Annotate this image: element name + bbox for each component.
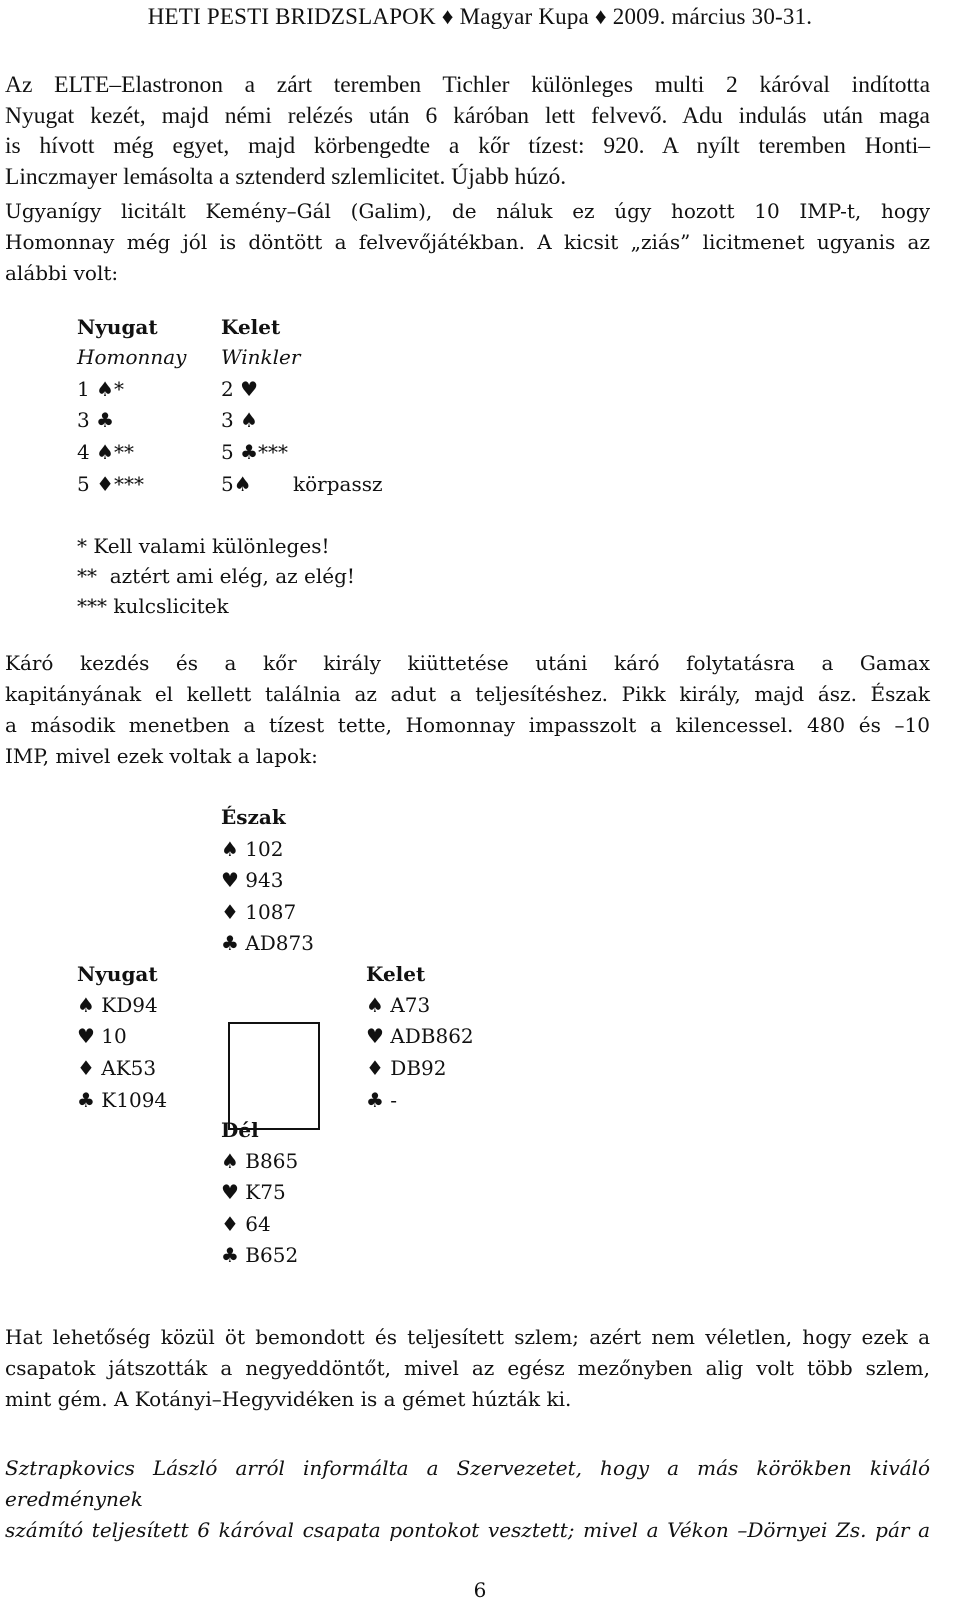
paragraph-intro <box>5 70 930 192</box>
text-line: Sztrapkovics László arról informálta a Szervezetet, hogy a más körökben kiváló eredménynek <box>5 1456 930 1511</box>
east-diamonds: ♦ DB92 <box>366 1056 447 1080</box>
bid-all-pass: körpassz <box>293 472 383 496</box>
west-hearts: ♥ 10 <box>77 1024 127 1048</box>
bid-west-4: 5 ♦*** <box>77 472 145 496</box>
paragraph-italic-note <box>5 1453 930 1546</box>
spade-icon: ♠ <box>77 993 95 1017</box>
spade-icon: ♠ <box>221 837 239 861</box>
bid-west-2: 3 ♣ <box>77 408 115 432</box>
bid-east-4: 5♠ <box>221 472 252 496</box>
spade-icon: ♠ <box>366 993 384 1017</box>
east-clubs: ♣ - <box>366 1088 398 1112</box>
table-box <box>228 1022 320 1130</box>
spade-icon: ♠ <box>221 1149 239 1173</box>
north-spades: ♠ 102 <box>221 837 284 861</box>
text-line: a második menetben a tízest tette, Homonnay impasszolt a kilencessel. 480 és –10 <box>5 713 930 737</box>
west-diamonds: ♦ AK53 <box>77 1056 157 1080</box>
text-line: Linczmayer lemásolta a sztenderd szlemlicitet. Újabb húzó. <box>5 163 567 190</box>
text-line: Homonnay még jól is döntött a felvevőjátékban. A kicsit „ziás” licitmenet ugyanis az <box>5 230 930 254</box>
bid-east-3: 5 ♣*** <box>221 440 289 464</box>
bidding-note: ** aztért ami elég, az elég! <box>77 564 355 588</box>
bid-west-1: 1 ♠* <box>77 377 125 401</box>
west-label: Nyugat <box>77 962 158 986</box>
club-icon: ♣ <box>366 1088 384 1112</box>
club-icon: ♣ <box>221 1243 239 1267</box>
bidding-west-player: Homonnay <box>77 345 187 369</box>
text-line: alábbi volt: <box>5 261 119 285</box>
east-spades: ♠ A73 <box>366 993 431 1017</box>
paragraph-intro-cont <box>5 196 930 289</box>
west-clubs: ♣ K1094 <box>77 1088 168 1112</box>
text-line: Káró kezdés és a kőr király kiüttetése utáni káró folytatásra a Gamax <box>5 651 930 675</box>
bidding-east-label: Kelet <box>221 315 281 339</box>
heart-icon: ♥ <box>77 1024 95 1048</box>
north-diamonds: ♦ 1087 <box>221 900 297 924</box>
text-line: Az ELTE–Elastronon a zárt teremben Tichler különleges multi 2 káróval indította <box>5 72 930 98</box>
south-spades: ♠ B865 <box>221 1149 299 1173</box>
east-label: Kelet <box>366 962 426 986</box>
bid-east-2: 3 ♠ <box>221 408 259 432</box>
diamond-icon: ♦ <box>221 900 239 924</box>
west-spades: ♠ KD94 <box>77 993 158 1017</box>
bid-west-3: 4 ♠** <box>77 440 135 464</box>
text-line: Ugyanígy licitált Kemény–Gál (Galim), de náluk ez úgy hozott 10 IMP-t, hogy <box>5 199 930 223</box>
heart-icon: ♥ <box>366 1024 384 1048</box>
text-line: számító teljesített 6 káróval csapata pontokot vesztett; mivel a Vékon –Dörnyei Zs. pár a <box>5 1518 930 1542</box>
north-clubs: ♣ AD873 <box>221 931 314 955</box>
text-line: Hat lehetőség közül öt bemondott és teljesített szlem; azért nem véletlen, hogy ezek a <box>5 1325 930 1349</box>
north-label: Észak <box>221 805 286 829</box>
text-line: Nyugat kezét, majd némi relézés után 6 káróban lett felvevő. Adu indulás után maga <box>5 102 930 129</box>
text-line: mint gém. A Kotányi–Hegyvidéken is a gémet húzták ki. <box>5 1387 572 1411</box>
heart-icon: ♥ <box>221 868 239 892</box>
bid-east-1: 2 ♥ <box>221 377 259 401</box>
text-line: kapitányának el kellett találnia az adut a teljesítéshez. Pikk király, majd ász. Észak <box>5 682 930 706</box>
diamond-icon: ♦ <box>221 1212 239 1236</box>
page-header: HETI PESTI BRIDZSLAPOK ♦ Magyar Kupa ♦ 2009. március 30-31. <box>147 4 813 29</box>
club-icon: ♣ <box>77 1088 95 1112</box>
page-number: 6 <box>473 1578 487 1602</box>
south-clubs: ♣ B652 <box>221 1243 299 1267</box>
text-line: IMP, mivel ezek voltak a lapok: <box>5 744 318 768</box>
south-hearts: ♥ K75 <box>221 1180 286 1204</box>
south-diamonds: ♦ 64 <box>221 1212 271 1236</box>
paragraph-summary <box>5 1322 930 1415</box>
text-line: csapatok játszották a negyeddöntőt, mivel az egész mezőnyben alig volt több szlem, <box>5 1356 930 1380</box>
bidding-west-label: Nyugat <box>77 315 158 339</box>
diamond-icon: ♦ <box>366 1056 384 1080</box>
south-label: Dél <box>221 1118 259 1142</box>
bidding-east-player: Winkler <box>221 345 301 369</box>
bidding-note: * Kell valami különleges! <box>77 534 330 558</box>
diamond-icon: ♦ <box>77 1056 95 1080</box>
east-hearts: ♥ ADB862 <box>366 1024 474 1048</box>
heart-icon: ♥ <box>221 1180 239 1204</box>
bidding-note: *** kulcslicitek <box>77 594 229 618</box>
paragraph-play <box>5 648 930 772</box>
text-line: is hívott még egyet, majd körbengedte a kőr tízest: 920. A nyílt teremben Honti– <box>5 133 930 159</box>
north-hearts: ♥ 943 <box>221 868 284 892</box>
club-icon: ♣ <box>221 931 239 955</box>
